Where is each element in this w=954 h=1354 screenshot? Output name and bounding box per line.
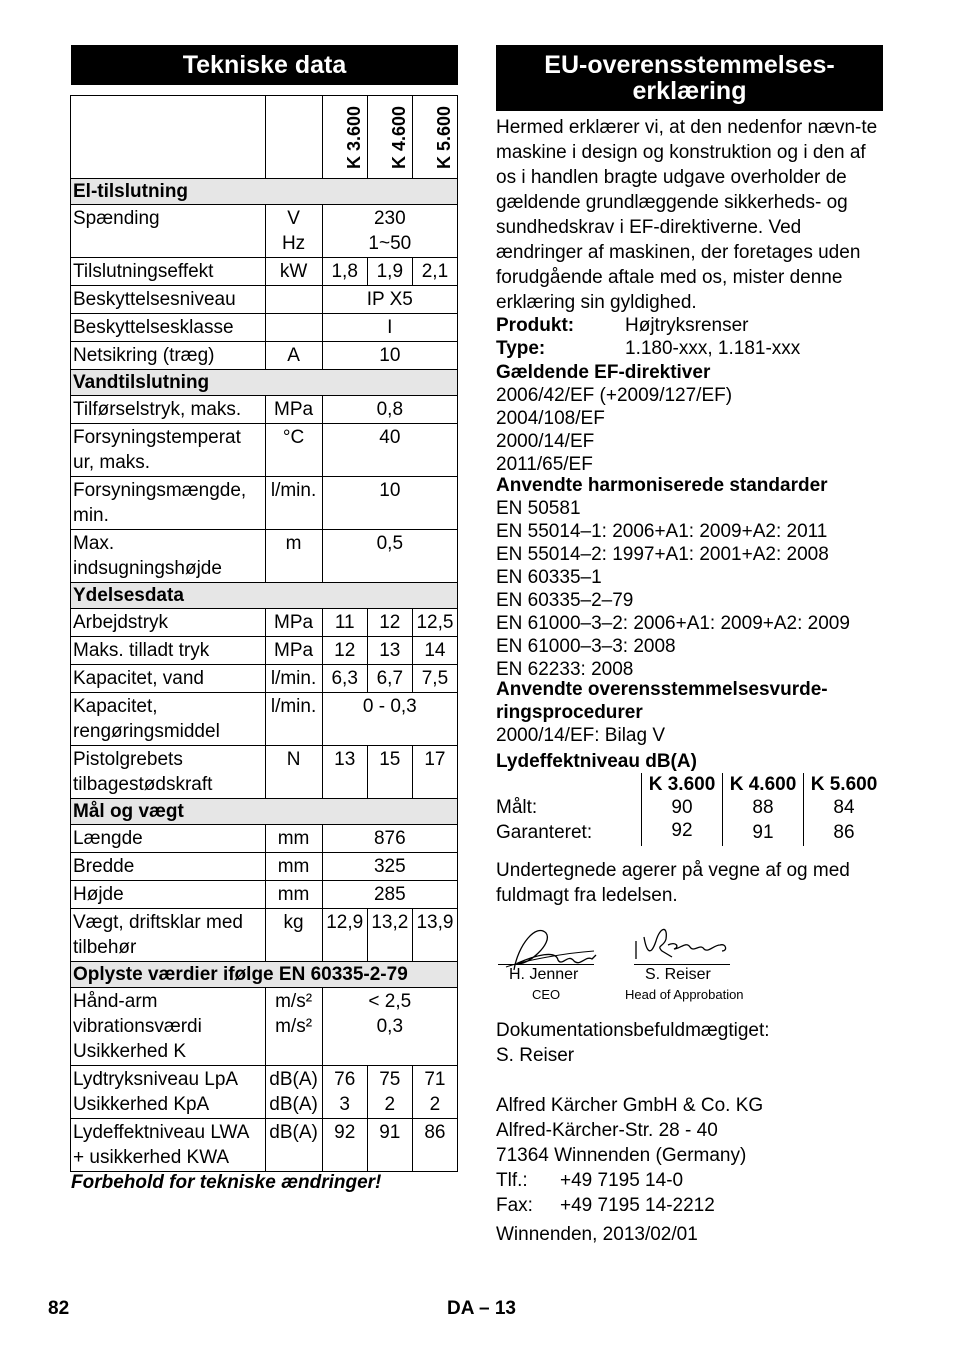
disclaimer: Forbehold for tekniske ændringer! <box>71 1172 382 1193</box>
table-row: Kapacitet, vand l/min. 6,3 6,7 7,5 <box>71 665 458 693</box>
table-row: Garanteret: 92 91 86 <box>496 819 884 846</box>
model-header: K 5.600 <box>412 96 457 179</box>
table-row: Beskyttelsesklasse I <box>71 314 458 342</box>
table-row: Kapacitet, rengøringsmiddel l/min. 0 - 0,3 <box>71 693 458 746</box>
company-address: Alfred Kärcher GmbH & Co. KG Alfred-Kärcher-Str. 28 - 40 71364 Winnenden (Germany) Tlf.: +49 7195 14-0 Fax: +49 7195 14-2212 <box>496 1095 764 1216</box>
page-code: DA – 13 <box>447 1298 516 1319</box>
table-row: Maks. tilladt tryk MPa 12 13 14 <box>71 637 458 665</box>
signer-role: Head of Approbation <box>625 987 744 1002</box>
table-row: Arbejdstryk MPa 11 12 12,5 <box>71 609 458 637</box>
table-row: Max. indsugningshøjde m 0,5 <box>71 530 458 583</box>
intro-paragraph: Hermed erklærer vi, at den nedenfor nævn-te maskine i design og konstruktion og i den af os i handlen bragte udgave overholder de gældende grundlæggende sikkerheds- og sundhedskrav i EF-direktiverne. Ved ændringer af maskinen, der foretages uden forudgående aftale med os, mister denne erklæring sin gyldighed. <box>496 117 878 313</box>
table-row: Beskyttelsesniveau IP X5 <box>71 286 458 314</box>
documentation-representative: Dokumentationsbefuldmægtiget: S. Reiser <box>496 1020 770 1066</box>
table-row: Pistolgrebets tilbagestødskraft N 13 15 17 <box>71 746 458 799</box>
table-row: Længde mm 876 <box>71 825 458 853</box>
page-number: 82 <box>48 1298 70 1319</box>
table-row: Højde mm 285 <box>71 881 458 909</box>
table-row: Forsyningstemperat ur, maks. °C 40 <box>71 424 458 477</box>
directives-list: Gældende EF-direktiver 2006/42/EF (+2009/127/EF) 2004/108/EF 2000/14/EF 2011/65/EF <box>496 362 733 475</box>
table-row: Bredde mm 325 <box>71 853 458 881</box>
table-row: Hånd-arm vibrationsværdi Usikkerhed K m/s² m/s² < 2,5 0,3 <box>71 988 458 1066</box>
sound-power-table: K 3.600 K 4.600 K 5.600 Målt: 90 88 84 Garanteret: 92 91 86 <box>496 773 884 846</box>
tech-data-title: Tekniske data <box>71 45 458 85</box>
table-row: Tilslutningseffekt kW 1,8 1,9 2,1 <box>71 258 458 286</box>
table-row: Lydeffektniveau LWA + usikkerhed KWA dB(A) 92 91 86 <box>71 1119 458 1172</box>
model-header: K 4.600 <box>367 96 412 179</box>
signature-line <box>498 964 594 965</box>
signatory-statement: Undertegnede agerer på vegne af og med fuldmagt fra ledelsen. <box>496 860 850 906</box>
table-row: Lydtryksniveau LpA Usikkerhed KpA dB(A) dB(A) 76 3 75 2 71 2 <box>71 1066 458 1119</box>
table-row: Forsyningsmængde, min. l/min. 10 <box>71 477 458 530</box>
product-info: Produkt: Højtryksrenser Type: 1.180-xxx, 1.181-xxx <box>496 315 801 359</box>
model-header: K 3.600 <box>322 96 367 179</box>
section-row: Oplyste værdier ifølge EN 60335-2-79 <box>71 962 458 988</box>
signature-line <box>634 964 730 965</box>
section-row: Ydelsesdata <box>71 583 458 609</box>
signer-role: CEO <box>532 987 561 1002</box>
signer-name: S. Reiser <box>645 966 711 983</box>
section-row: Mål og vægt <box>71 799 458 825</box>
section-row: El-tilslutning <box>71 179 458 205</box>
table-row: Målt: 90 88 84 <box>496 796 884 819</box>
place-date: Winnenden, 2013/02/01 <box>496 1224 698 1245</box>
table-header-row <box>71 96 458 179</box>
table-row: Vægt, driftsklar med tilbehør kg 12,9 13,2 13,9 <box>71 909 458 962</box>
signer-name: H. Jenner <box>509 966 579 983</box>
table-row: Tilførselstryk, maks. MPa 0,8 <box>71 396 458 424</box>
table-row: Netsikring (træg) A 10 <box>71 342 458 370</box>
tech-data-table <box>70 95 458 1172</box>
eu-declaration-title: EU-overensstemmelses- erklæring <box>496 45 883 111</box>
sound-heading: Lydeffektniveau dB(A) <box>496 751 697 772</box>
standards-list: Anvendte harmoniserede standarder EN 50581 EN 55014–1: 2006+A1: 2009+A2: 2011 EN 55014–2: 1997+A1: 2001+A2: 2008 EN 60335–1 EN 60335–2–79 EN 61000–3–2: 2006+A1: 2009+A2: 2009 EN 61000–3–3: 2008 EN 62233: 2008 <box>496 475 850 680</box>
table-row: Spænding V Hz 230 1~50 <box>71 205 458 258</box>
section-row: Vandtilslutning <box>71 370 458 396</box>
procedures: Anvendte overensstemmelsesvurde- ringsprocedurer 2000/14/EF: Bilag V <box>496 679 828 746</box>
